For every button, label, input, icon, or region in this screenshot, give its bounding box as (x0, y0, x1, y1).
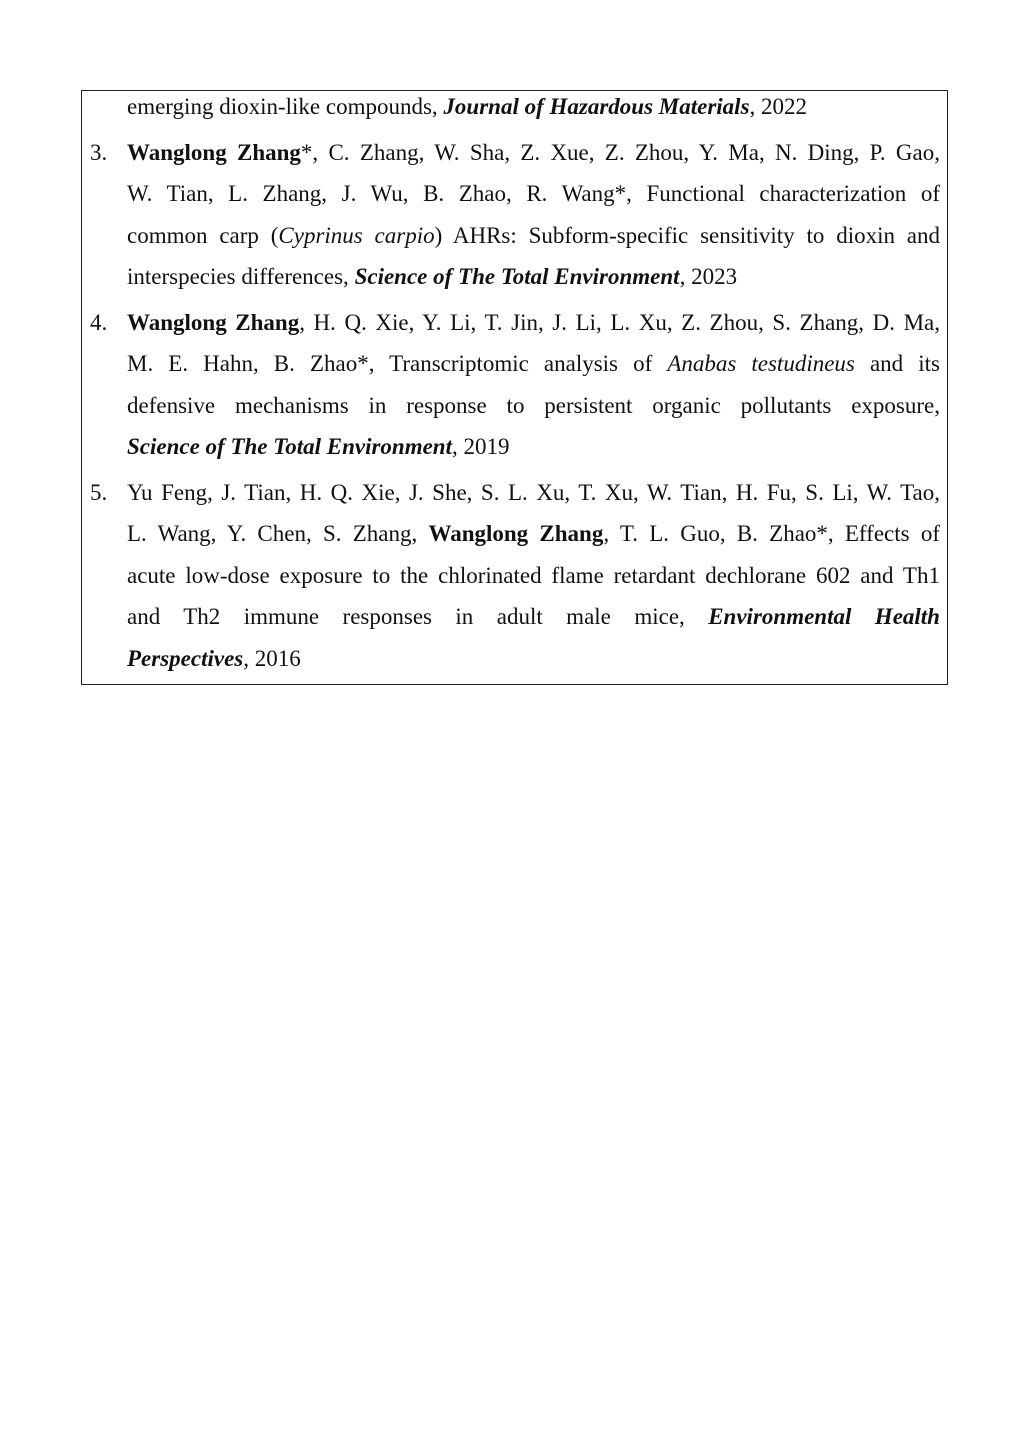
text-segment: , 2022 (749, 94, 808, 119)
author-highlight: Wanglong Zhang (127, 139, 301, 165)
reference-line (127, 343, 940, 385)
journal-name: Environmental Health (708, 604, 940, 629)
text-segment: acute low-dose exposure to the chlorinated flame retardant dechlorane 602 and Th1 (127, 562, 940, 588)
reference-line (127, 302, 940, 344)
species-name: Anabas testudineus (667, 351, 855, 376)
text-segment: interspecies differences, (127, 264, 355, 289)
reference-line (127, 173, 940, 215)
journal-name: Science of The Total Environment (127, 434, 452, 459)
reference-number: 3. (90, 139, 108, 165)
reference-line (127, 385, 940, 427)
text-segment: and its (854, 351, 940, 376)
reference-line (127, 513, 940, 555)
reference-line (127, 86, 940, 128)
reference-line (127, 596, 940, 638)
text-segment: , H. Q. Xie, Y. Li, T. Jin, J. Li, L. Xu, Z. Zhou, S. Zhang, D. Ma, (299, 309, 940, 335)
reference-line (127, 555, 940, 597)
text-segment: L. Wang, Y. Chen, S. Zhang, (127, 521, 429, 546)
author-highlight: Wanglong Zhang (428, 521, 604, 546)
text-segment: M. E. Hahn, B. Zhao*, Transcriptomic analysis of (127, 351, 668, 376)
text-segment: W. Tian, L. Zhang, J. Wu, B. Zhao, R. Wang*, Functional characterization of (127, 181, 940, 206)
journal-name: Journal of Hazardous Materials (443, 94, 750, 119)
text-segment: ) AHRs: Subform-specific sensitivity to dioxin and (434, 222, 941, 248)
reference-number: 4. (90, 309, 108, 335)
text-segment: Yu Feng, J. Tian, H. Q. Xie, J. She, S. L. Xu, T. Xu, W. Tian, H. Fu, S. Li, W. Tao, (127, 479, 940, 505)
reference-line (127, 472, 940, 514)
reference-line (127, 215, 940, 257)
reference-line (127, 638, 940, 680)
text-segment: , 2016 (243, 645, 301, 671)
reference-line (127, 256, 940, 298)
species-name: Cyprinus carpio (278, 222, 435, 248)
text-segment: , 2023 (679, 264, 738, 289)
text-segment: emerging dioxin-like compounds, (127, 94, 444, 119)
journal-name: Science of The Total Environment (354, 264, 680, 289)
text-segment: defensive mechanisms in response to persistent organic pollutants exposure, (127, 392, 940, 418)
text-segment: common carp ( (127, 222, 279, 248)
reference-line (127, 426, 940, 468)
reference-number: 5. (90, 479, 108, 505)
text-segment: , T. L. Guo, B. Zhao*, Effects of (603, 521, 940, 546)
text-segment: *, C. Zhang, W. Sha, Z. Xue, Z. Zhou, Y. Ma, N. Ding, P. Gao, (300, 139, 940, 165)
reference-box (81, 90, 948, 685)
text-segment: and Th2 immune responses in adult male mice, (127, 604, 709, 629)
reference-line (127, 132, 940, 174)
text-segment: , 2019 (452, 434, 510, 459)
journal-name: Perspectives (127, 645, 244, 671)
author-highlight: Wanglong Zhang (127, 309, 300, 335)
